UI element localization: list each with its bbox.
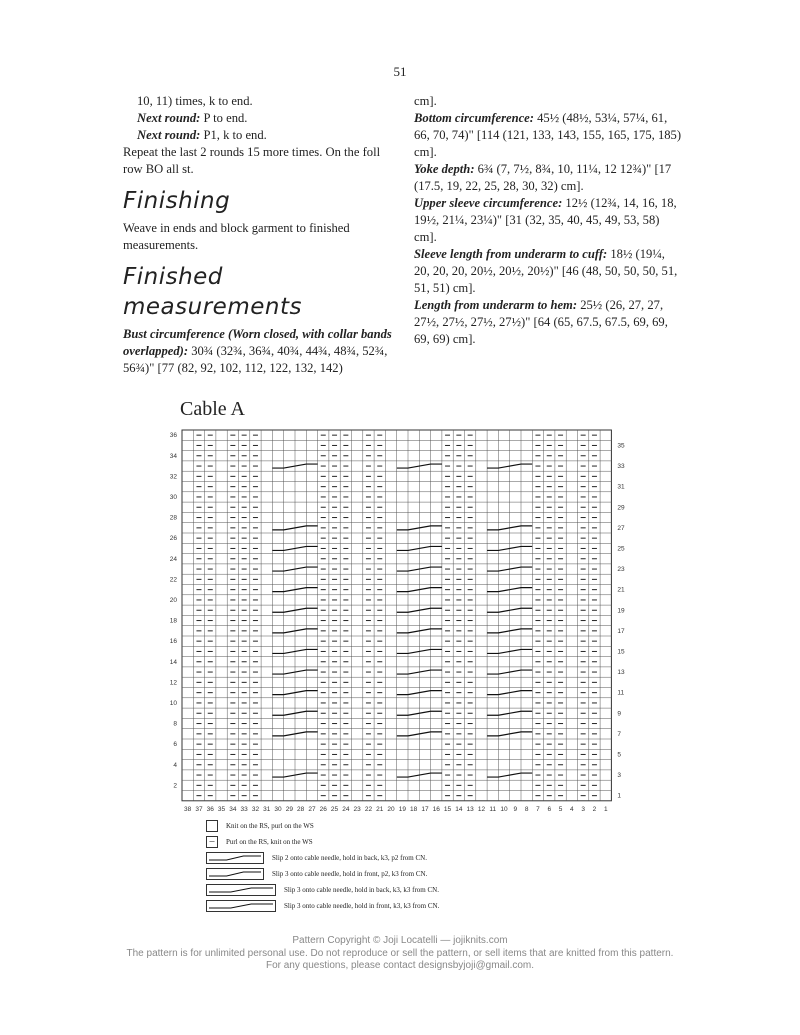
bust-label: Bust circumference (Worn closed, with collar bands overlapped): bbox=[123, 327, 392, 358]
chart-title: Cable A bbox=[180, 398, 245, 420]
repeat-instruction: Repeat the last 2 rounds 15 more times. On the foll row BO all st. bbox=[123, 145, 381, 176]
sleeve-length-label: Sleeve length from underarm to cuff: bbox=[414, 247, 608, 261]
copyright-line: Pattern Copyright © Joji Locatelli — jojiknits.com bbox=[292, 935, 508, 946]
legend-text: Slip 3 onto cable needle, hold in back, k3, k3 from CN. bbox=[284, 886, 439, 894]
footer bbox=[0, 935, 800, 973]
continued-text: cm]. bbox=[414, 94, 437, 108]
next-round-label: Next round: bbox=[137, 128, 201, 142]
row-label: 26 bbox=[169, 535, 177, 543]
column-label: 35 bbox=[217, 805, 226, 813]
right-column bbox=[414, 93, 682, 348]
legend-text: Slip 3 onto cable needle, hold in front, p2, k3 from CN. bbox=[272, 870, 428, 878]
row-label: 9 bbox=[617, 710, 622, 718]
row-label: 5 bbox=[617, 751, 622, 759]
upper-sleeve-label: Upper sleeve circumference: bbox=[414, 196, 563, 210]
row-label: 33 bbox=[617, 463, 625, 471]
instruction-line: 10, 11) times, k to end. bbox=[137, 94, 253, 108]
cable-3-2-front-icon bbox=[206, 868, 264, 880]
column-label: 13 bbox=[466, 805, 474, 813]
row-label: 2 bbox=[173, 782, 177, 790]
row-label: 12 bbox=[169, 679, 177, 687]
sleeve-length-text: 18½ (19¼, 20, 20, 20, 20½, 20½, 20½)" [46 (48, 50, 50, 50, 51, 51, 51) cm]. bbox=[414, 247, 678, 295]
row-label: 20 bbox=[169, 597, 177, 605]
row-label: 34 bbox=[169, 452, 177, 460]
knit-icon bbox=[206, 820, 218, 832]
column-label: 31 bbox=[263, 805, 271, 813]
column-label: 36 bbox=[206, 805, 214, 813]
cable-2-3-back-icon bbox=[206, 852, 264, 864]
page-number: 51 bbox=[393, 64, 407, 79]
row-label: 14 bbox=[169, 658, 177, 666]
column-label: 17 bbox=[421, 805, 429, 813]
column-label: 6 bbox=[547, 805, 552, 813]
finishing-heading: Finishing bbox=[123, 188, 231, 214]
row-label: 1 bbox=[617, 792, 622, 800]
column-label: 8 bbox=[524, 805, 529, 813]
legend-item bbox=[206, 820, 314, 832]
next-round-line bbox=[123, 127, 393, 144]
column-label: 29 bbox=[285, 805, 293, 813]
row-label: 21 bbox=[617, 586, 625, 594]
column-label: 28 bbox=[297, 805, 305, 813]
column-label: 7 bbox=[536, 805, 540, 813]
column-label: 32 bbox=[251, 805, 260, 813]
column-label: 14 bbox=[455, 805, 463, 813]
bust-measurement bbox=[123, 326, 393, 377]
cable-3-3-back-icon bbox=[206, 884, 276, 896]
cable-3-3-front-icon bbox=[206, 900, 276, 912]
yoke-label: Yoke depth: bbox=[414, 162, 475, 176]
column-label: 33 bbox=[240, 805, 248, 813]
row-label: 17 bbox=[617, 627, 625, 635]
column-label: 37 bbox=[195, 805, 203, 813]
column-label: 26 bbox=[319, 805, 327, 813]
left-column bbox=[123, 93, 393, 377]
length-text: 25½ (26, 27, 27, 27½, 27½, 27½, 27½)" [64 (65, 67.5, 67.5, 69, 69, 69, 69) cm]. bbox=[414, 298, 668, 346]
legend-item bbox=[206, 884, 439, 896]
bottom-circumference bbox=[414, 110, 682, 161]
next-round-line bbox=[123, 110, 393, 127]
row-label: 10 bbox=[169, 700, 177, 708]
legend-item bbox=[206, 836, 313, 848]
column-label: 1 bbox=[603, 805, 608, 813]
column-label: 30 bbox=[274, 805, 282, 813]
column-label: 34 bbox=[229, 805, 237, 813]
row-label: 29 bbox=[617, 504, 625, 512]
row-label: 23 bbox=[617, 566, 625, 574]
row-label: 16 bbox=[169, 638, 177, 646]
row-label: 28 bbox=[169, 514, 177, 522]
row-label: 36 bbox=[169, 432, 177, 440]
column-label: 21 bbox=[376, 805, 384, 813]
yoke-text: 6¾ (7, 7½, 8¾, 10, 11¼, 12 12¾)" [17 (17.5, 19, 22, 25, 28, 30, 32) cm]. bbox=[414, 162, 672, 193]
underarm-length bbox=[414, 297, 682, 348]
next-round-label: Next round: bbox=[137, 111, 201, 125]
contact-line: For any questions, please contact designsbyjoji@gmail.com. bbox=[265, 960, 535, 971]
sleeve-length bbox=[414, 246, 682, 297]
row-label: 31 bbox=[617, 483, 625, 491]
column-label: 27 bbox=[308, 805, 316, 813]
next-round-text: P1, k to end. bbox=[200, 128, 267, 142]
column-label: 9 bbox=[513, 805, 518, 813]
row-label: 32 bbox=[169, 473, 177, 481]
row-label: 4 bbox=[173, 761, 177, 769]
row-label: 11 bbox=[617, 689, 625, 697]
column-label: 4 bbox=[570, 805, 574, 813]
column-label: 23 bbox=[353, 805, 361, 813]
row-label: 13 bbox=[617, 669, 625, 677]
legend-text: Knit on the RS, purl on the WS bbox=[226, 822, 314, 830]
column-label: 22 bbox=[364, 805, 373, 813]
column-label: 38 bbox=[184, 805, 192, 813]
column-label: 16 bbox=[432, 805, 440, 813]
row-label: 15 bbox=[617, 648, 625, 656]
upper-sleeve-text: 12½ (12¾, 14, 16, 18, 19½, 21¼, 23¼)" [31 (32, 35, 40, 45, 49, 53, 58) cm]. bbox=[414, 196, 677, 244]
column-label: 19 bbox=[398, 805, 406, 813]
row-label: 6 bbox=[173, 741, 177, 749]
row-label: 19 bbox=[617, 607, 625, 615]
legend-item bbox=[206, 900, 439, 912]
row-label: 25 bbox=[617, 545, 625, 553]
column-label: 10 bbox=[500, 805, 508, 813]
finishing-text: Weave in ends and block garment to finished measurements. bbox=[123, 221, 350, 252]
row-label: 24 bbox=[169, 555, 177, 563]
column-label: 2 bbox=[592, 805, 597, 813]
row-label: 8 bbox=[173, 720, 177, 728]
yoke-depth bbox=[414, 161, 682, 195]
next-round-text: P to end. bbox=[200, 111, 248, 125]
column-label: 25 bbox=[330, 805, 339, 813]
column-label: 24 bbox=[342, 805, 350, 813]
legend-text: Slip 3 onto cable needle, hold in front, k3, k3 from CN. bbox=[284, 902, 440, 910]
bottom-text: 45½ (48½, 53¼, 57¼, 61, 66, 70, 74)" [114 (121, 133, 143, 155, 165, 175, 185) cm]. bbox=[414, 111, 682, 159]
row-label: 18 bbox=[169, 617, 177, 625]
column-label: 15 bbox=[443, 805, 452, 813]
finished-measurements-heading: Finished measurements bbox=[123, 264, 302, 320]
bust-text: 30¾ (32¾, 36¾, 40¾, 44¾, 48¾, 52¾, 56¾)" [77 (82, 92, 102, 112, 122, 132, 142) bbox=[123, 344, 388, 375]
legend-text: Purl on the RS, knit on the WS bbox=[226, 838, 313, 846]
bottom-label: Bottom circumference: bbox=[414, 111, 534, 125]
column-label: 20 bbox=[387, 805, 395, 813]
cable-chart bbox=[160, 426, 625, 814]
column-label: 12 bbox=[477, 805, 486, 813]
column-label: 18 bbox=[410, 805, 418, 813]
usage-line: The pattern is for unlimited personal use. Do not reproduce or sell the pattern, or sell items that are knitted from this pattern. bbox=[126, 947, 674, 959]
row-label: 22 bbox=[169, 576, 177, 584]
row-label: 3 bbox=[617, 772, 622, 780]
legend-text: Slip 2 onto cable needle, hold in back, k3, p2 from CN. bbox=[272, 854, 427, 862]
row-label: 27 bbox=[617, 524, 625, 532]
column-label: 5 bbox=[558, 805, 563, 813]
length-label: Length from underarm to hem: bbox=[414, 298, 578, 312]
legend-item bbox=[206, 852, 427, 864]
row-label: 35 bbox=[617, 442, 625, 450]
row-label: 30 bbox=[169, 494, 177, 502]
upper-sleeve bbox=[414, 195, 682, 246]
purl-icon: – bbox=[206, 836, 218, 848]
column-label: 3 bbox=[581, 805, 585, 813]
row-label: 7 bbox=[617, 730, 622, 738]
column-label: 11 bbox=[489, 805, 497, 813]
legend-item bbox=[206, 868, 427, 880]
